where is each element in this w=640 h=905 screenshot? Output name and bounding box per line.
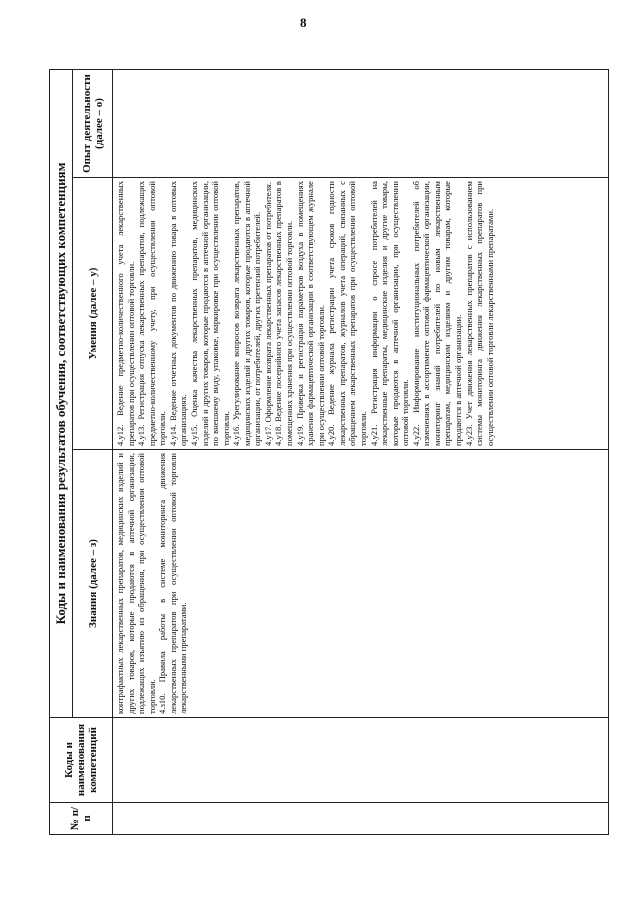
header-skills: Умения (далее – у): [73, 178, 113, 450]
skill-item: 4.у14. Ведение отчетных документов по движению товара в оптовых организациях.: [167, 181, 189, 446]
skills-cell: [113, 178, 609, 450]
header-num: № п/п: [50, 803, 113, 835]
header-results: Коды и наименования результатов обучения, соответствующих компетенциям: [50, 69, 73, 717]
skill-item: 4.у15. Оценка качества лекарственных препаратов, медицинских изделий и других товаров, которые продаются в аптечной организации, по внешнему виду, упаковке, маркировке при осуществлении оптовой торговли.: [188, 181, 231, 446]
skill-item: 4.у21. Регистрация информации о спросе потребителей на лекарственные препараты, медицинские изделия и другие товары, которые продаются в аптечной организации, при осуществлении оптовой торговли.: [368, 181, 411, 446]
skill-item: 4.у17. Оформление возврата лекарственных препаратов от потребителя.: [262, 181, 273, 446]
experience-cell: [113, 69, 609, 177]
row-codes-cell: [113, 718, 609, 803]
header-experience: Опыт деятельности (далее – о): [73, 69, 113, 177]
row-num-cell: [113, 803, 609, 835]
skill-item: 4.у20. Ведение журнала регистрации учета сроков годности лекарственных препаратов, журналов учета операций, связанных с обращением лекарственных препаратов при осуществлении оптовой торговли.: [326, 181, 368, 446]
rotated-table-wrapper: [49, 70, 609, 835]
knowledge-item: контрафактных лекарственных препаратов, медицинских изделий и других товаров, которые продаются в аптечной организации, подлежащих изъятию из обращения, при осуществлении оптовой торговли.: [115, 453, 157, 714]
skill-item: 4.у22. Информирование институциональных потребителей об изменениях в ассортименте оптовой фармацевтической организации, мониторинг знаний потребителей по новым лекарственным препаратам, медицинским изделиям и другим товарам, которые продаются в аптечной организации.: [410, 181, 463, 446]
header-knowledge: Знания (далее – з): [73, 450, 113, 718]
skill-item: 4.у13. Регистрация отпуска лекарственных препаратов, подлежащих предметно-количественному учету, при осуществлении оптовой торговли.: [136, 181, 168, 446]
knowledge-item: 4.з10. Правила работы в системе мониторинга движения лекарственных препаратов при осуществлении оптовой торговли лекарственными препаратами.: [157, 453, 189, 714]
table-row: [113, 69, 609, 834]
page-number: 8: [300, 15, 307, 30]
competence-table: [49, 69, 609, 835]
knowledge-cell: [113, 450, 609, 718]
skill-item: 4.у18. Ведение посерийного учета запасов лекарственных препаратов в помещениях хранения при осуществлении оптовой торговли.: [273, 181, 294, 446]
skill-item: 4.у16. Урегулирование вопросов возврата лекарственных препаратов, медицинских изделий и других товаров, которые продаются в аптечной организации, от потребителей, других претензий потребителей.: [231, 181, 263, 446]
skill-item: 4.у23. Учет движения лекарственных препаратов с использованием системы мониторинга движения лекарственных препаратов при осуществлении оптовой торговли лекарственными препаратами.: [463, 181, 495, 446]
skill-item: 4.у19. Проверка и регистрация параметров воздуха в помещениях хранения фармацевтической организации в соответствующем журнале при осуществлении оптовой торговли.: [294, 181, 326, 446]
header-codes: Коды и наименования компетенций: [50, 718, 113, 803]
skill-item: 4.у12. Ведение предметно-количественного учета лекарственных препаратов при осуществлении оптовой торговли.: [115, 181, 136, 446]
